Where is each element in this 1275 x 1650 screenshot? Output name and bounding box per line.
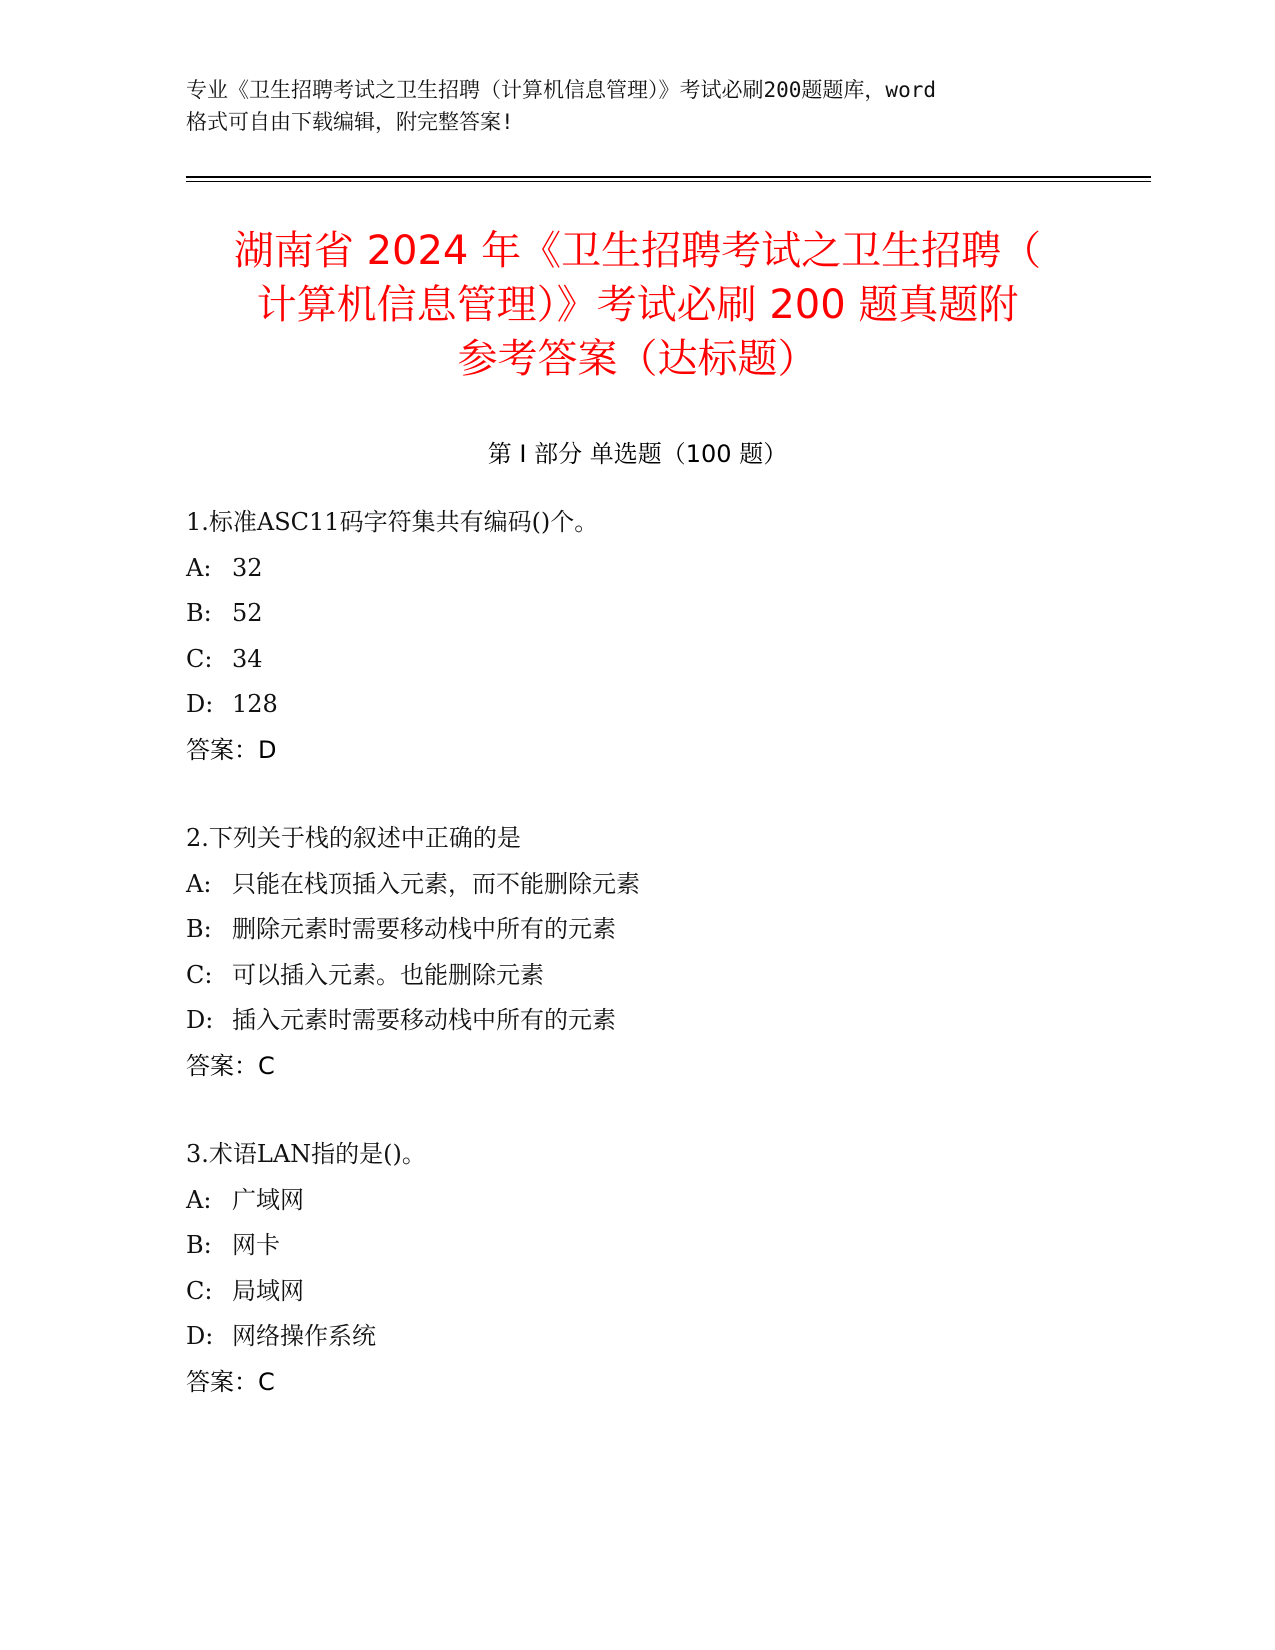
header-divider-thin	[186, 181, 1151, 182]
header-note	[186, 74, 1086, 138]
option-text: 删除元素时需要移动栈中所有的元素	[232, 915, 616, 943]
header-note-line-2: 格式可自由下载编辑，附完整答案!	[186, 110, 514, 134]
option-letter: C:	[186, 644, 213, 673]
option-text: 只能在栈顶插入元素，而不能删除元素	[232, 869, 640, 898]
question-3	[186, 1132, 1146, 1405]
option-a	[186, 546, 1146, 592]
option-c	[186, 953, 1146, 999]
option-text: 128	[232, 690, 278, 718]
document-title-line-1: 湖南省 2024 年《卫生招聘考试之卫生招聘（	[233, 228, 1042, 274]
option-c	[186, 637, 1146, 683]
question-stem: 3.术语LAN指的是()。	[186, 1140, 426, 1168]
question-stem: 2.下列关于栈的叙述中正确的是	[186, 824, 521, 852]
question-2	[186, 816, 1146, 1089]
option-text: 广域网	[232, 1185, 304, 1214]
section-heading: 第 I 部分 单选题（100 题）	[487, 440, 788, 468]
option-letter: C:	[186, 1276, 213, 1305]
option-text: 32	[232, 553, 263, 582]
option-text: 34	[232, 644, 263, 673]
option-b	[186, 1223, 1146, 1269]
option-d	[186, 1314, 1146, 1360]
document-title	[160, 224, 1115, 386]
option-text: 局域网	[232, 1276, 304, 1305]
document-title-line-3: 参考答案（达标题）	[457, 336, 818, 382]
option-letter: B:	[186, 915, 212, 943]
header-note-line-1: 专业《卫生招聘考试之卫生招聘（计算机信息管理）》考试必刷200题题库，word	[186, 78, 936, 102]
option-letter: A:	[186, 869, 212, 898]
option-text: 52	[232, 599, 263, 627]
option-letter: D:	[186, 690, 214, 718]
option-letter: D:	[186, 1322, 214, 1350]
option-text: 插入元素时需要移动栈中所有的元素	[232, 1006, 616, 1034]
option-text: 网卡	[232, 1231, 280, 1259]
option-a	[186, 1178, 1146, 1224]
option-b	[186, 591, 1146, 637]
option-letter: A:	[186, 553, 212, 582]
option-letter: A:	[186, 1185, 212, 1214]
option-letter: B:	[186, 599, 212, 627]
option-d	[186, 682, 1146, 728]
question-stem: 1.标准ASC11码字符集共有编码()个。	[186, 508, 599, 536]
option-letter: B:	[186, 1231, 212, 1259]
document-title-line-2: 计算机信息管理）》考试必刷 200 题真题附	[256, 282, 1019, 328]
question-1	[186, 500, 1146, 773]
option-text: 可以插入元素。也能删除元素	[232, 960, 544, 989]
option-c	[186, 1269, 1146, 1315]
option-text: 网络操作系统	[232, 1322, 376, 1350]
option-a	[186, 862, 1146, 908]
option-letter: C:	[186, 960, 213, 989]
header-divider-thick	[186, 176, 1151, 178]
option-d	[186, 998, 1146, 1044]
option-letter: D:	[186, 1006, 214, 1034]
answer-key: 答案：D	[186, 735, 277, 764]
answer-key: 答案：C	[186, 1367, 275, 1396]
option-b	[186, 907, 1146, 953]
answer-key: 答案：C	[186, 1051, 275, 1080]
